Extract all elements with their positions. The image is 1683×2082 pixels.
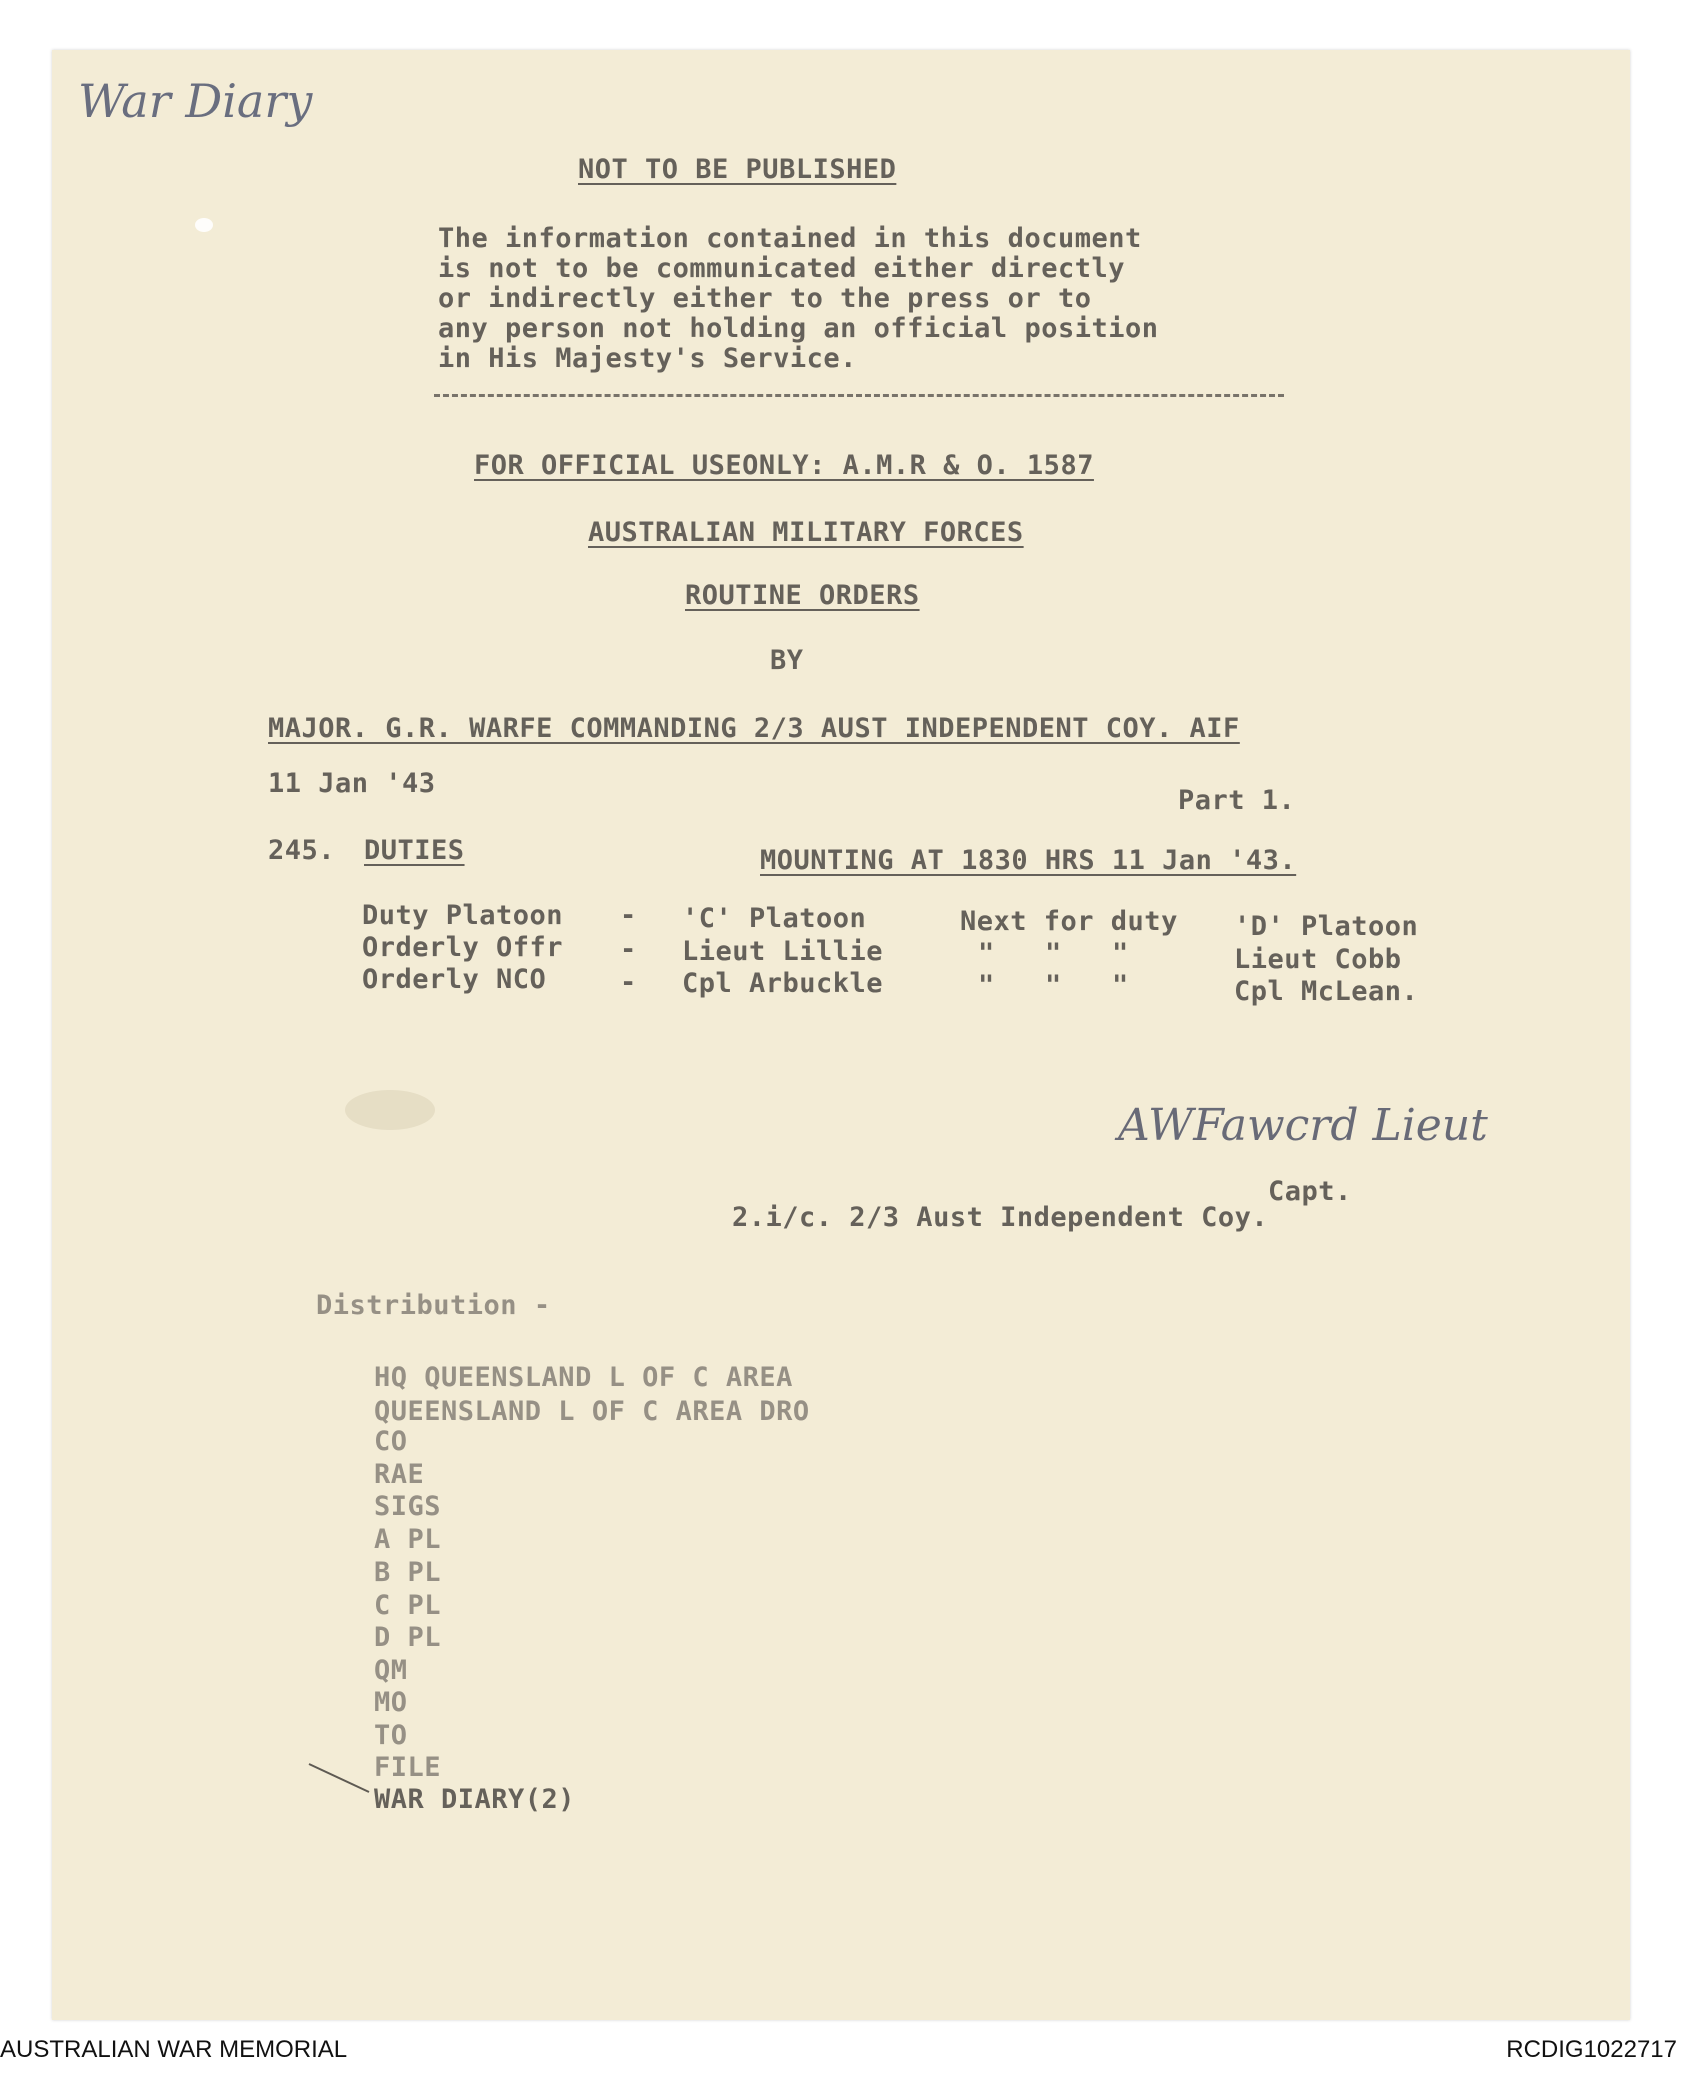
order-part: Part 1. xyxy=(1178,785,1296,816)
duty-dash: - xyxy=(620,967,637,998)
list-item: C PL xyxy=(374,1590,442,1621)
duty-next-assigned: 'D' Platoon xyxy=(1234,911,1419,942)
order-subject: DUTIES xyxy=(364,835,465,866)
duty-next-assigned: Cpl McLean. xyxy=(1234,976,1419,1007)
official-use-line: FOR OFFICIAL USEONLY: A.M.R & O. 1587 xyxy=(474,450,1094,481)
duty-next-assigned: Lieut Cobb xyxy=(1234,944,1402,975)
paper-stain xyxy=(195,218,213,232)
list-item: SIGS xyxy=(374,1491,442,1522)
list-item: QUEENSLAND L OF C AREA DRO xyxy=(374,1396,810,1427)
list-item: HQ QUEENSLAND L OF C AREA xyxy=(374,1362,793,1393)
divider xyxy=(434,394,1284,397)
duty-assigned: 'C' Platoon xyxy=(682,903,867,934)
order-number: 245. xyxy=(268,835,336,866)
duty-next: " " " xyxy=(978,970,1129,1001)
duty-role: Orderly NCO xyxy=(362,964,547,995)
footer-id: RCDIG1022717 xyxy=(1506,2036,1677,2063)
forces-heading: AUSTRALIAN MILITARY FORCES xyxy=(588,517,1024,548)
list-item: FILE xyxy=(374,1752,442,1783)
handwritten-note: War Diary xyxy=(78,74,313,128)
duty-dash: - xyxy=(620,934,637,965)
list-item: CO xyxy=(374,1426,408,1457)
order-date: 11 Jan '43 xyxy=(268,768,436,799)
distribution-label: Distribution - xyxy=(316,1290,551,1321)
by-line: BY xyxy=(770,645,804,676)
mounting-line: MOUNTING AT 1830 HRS 11 Jan '43. xyxy=(760,845,1297,876)
commander-line: MAJOR. G.R. WARFE COMMANDING 2/3 AUST INDEPENDENT COY. AIF xyxy=(268,713,1240,744)
document-title: ROUTINE ORDERS xyxy=(685,580,920,611)
pencil-mark xyxy=(305,1758,375,1798)
list-item: WAR DIARY(2) xyxy=(374,1784,576,1815)
restriction-heading: NOT TO BE PUBLISHED xyxy=(578,154,897,185)
signatory-rank: Capt. xyxy=(1268,1176,1352,1207)
paper-stain xyxy=(345,1090,435,1130)
notice-line: any person not holding an official position xyxy=(438,313,1159,344)
list-item: D PL xyxy=(374,1622,442,1653)
list-item: RAE xyxy=(374,1459,425,1490)
notice-line: The information contained in this document xyxy=(438,223,1142,254)
duty-next: " " " xyxy=(978,938,1129,969)
list-item: B PL xyxy=(374,1557,442,1588)
notice-line: is not to be communicated either directly xyxy=(438,253,1125,284)
list-item: MO xyxy=(374,1687,408,1718)
notice-line: or indirectly either to the press or to xyxy=(438,283,1092,314)
footer-source: AUSTRALIAN WAR MEMORIAL xyxy=(0,2036,348,2063)
signature: AWFawcrd Lieut xyxy=(1118,1100,1488,1151)
list-item: TO xyxy=(374,1720,408,1751)
list-item: QM xyxy=(374,1655,408,1686)
duty-next: Next for duty xyxy=(960,906,1178,937)
duty-assigned: Cpl Arbuckle xyxy=(682,968,884,999)
duty-role: Orderly Offr xyxy=(362,932,564,963)
duty-role: Duty Platoon xyxy=(362,900,564,931)
duty-dash: - xyxy=(620,900,637,931)
notice-line: in His Majesty's Service. xyxy=(438,343,857,374)
signatory-position: 2.i/c. 2/3 Aust Independent Coy. xyxy=(732,1202,1269,1233)
list-item: A PL xyxy=(374,1524,442,1555)
duty-assigned: Lieut Lillie xyxy=(682,936,884,967)
